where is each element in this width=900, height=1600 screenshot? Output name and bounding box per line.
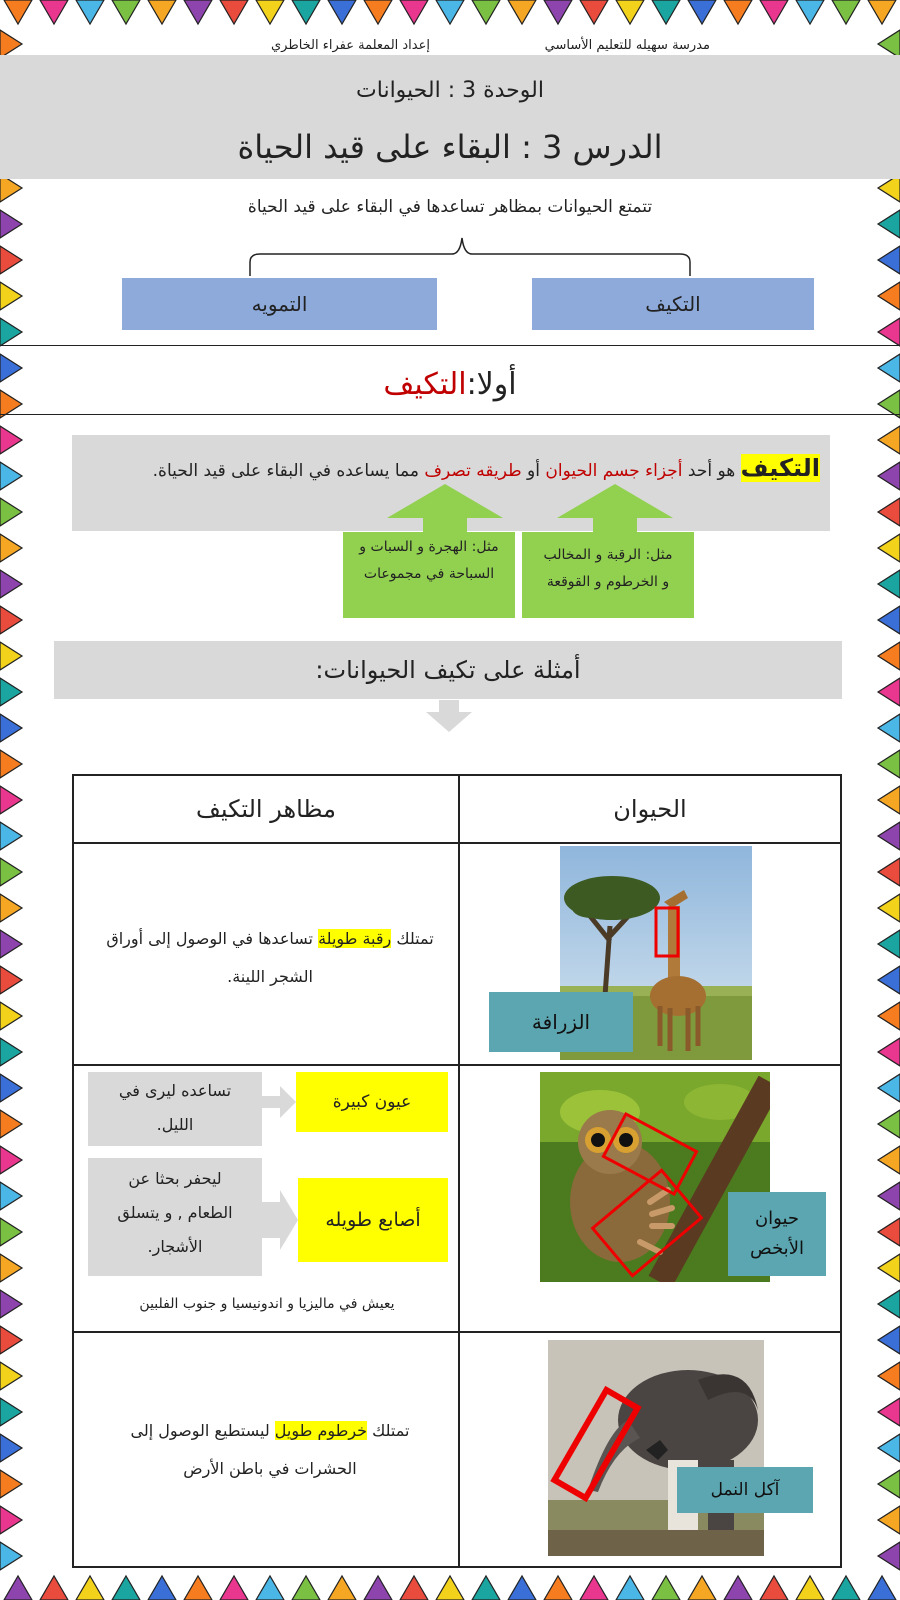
behavior-example-box: مثل: الهجرة و السبات و السباحة في مجموعات	[343, 532, 515, 618]
divider-top	[0, 345, 900, 346]
anteater-text-after: ليستطيع الوصول إلى الحشرات في باطن الأرض	[130, 1421, 357, 1478]
col-header-animal: الحيوان	[613, 795, 687, 823]
definition-part3: مما يساعده في البقاء على قيد الحياة.	[152, 461, 425, 481]
section-title: التكيف	[383, 366, 467, 402]
definition-term: التكيف	[740, 454, 820, 482]
arrow-fingers	[262, 1190, 300, 1250]
school-name: مدرسة سهيله للتعليم الأساسي	[544, 38, 710, 53]
section-prefix: أولا:	[466, 366, 517, 402]
anteater-adaptation-text	[100, 1412, 440, 1488]
tarsier-feature-eyes: عيون كبيرة	[296, 1072, 448, 1132]
giraffe-adaptation-text	[100, 920, 440, 996]
intro-sentence: تتمتع الحيوانات بمظاهر تساعدها في البقاء على قيد الحياة	[247, 197, 653, 217]
anteater-text-before: تمتلك	[367, 1421, 410, 1440]
tarsier-eyes-desc: تساعده ليرى في الليل.	[88, 1072, 262, 1146]
teacher-name: إعداد المعلمة عفراء الخاطري	[271, 38, 430, 53]
anteater-highlight: خرطوم طويل	[274, 1421, 368, 1440]
brace	[240, 234, 700, 278]
table-row2-divider	[72, 1331, 842, 1333]
table-header-divider	[72, 842, 842, 844]
section-heading	[300, 362, 600, 406]
tarsier-habitat-note: يعيش في ماليزيا و اندونيسيا و جنوب الفلبين	[139, 1296, 395, 1312]
arrow-eyes	[262, 1086, 298, 1118]
col-header-features: مظاهر التكيف	[196, 795, 336, 823]
table-col-divider	[458, 774, 460, 1568]
tarsier-label: حيوان الأبخص	[728, 1192, 826, 1276]
giraffe-text-after: تساعدها في الوصول إلى أوراق الشجر اللينة.	[106, 929, 319, 986]
anteater-label: آكل النمل	[677, 1467, 813, 1513]
table-row1-divider	[72, 1064, 842, 1066]
giraffe-text-before: تمتلك	[391, 929, 434, 948]
arrow-up-body	[555, 484, 675, 534]
tarsier-fingers-desc: ليحفر بحثا عن الطعام , و يتسلق الأشجار.	[88, 1158, 262, 1276]
examples-heading: أمثلة على تكيف الحيوانات:	[54, 641, 842, 699]
branch-adaptation: التكيف	[532, 278, 814, 330]
giraffe-highlight: رقبة طويلة	[318, 929, 392, 948]
arrow-down	[424, 700, 474, 734]
definition-body-parts: أجزاء جسم الحيوان	[545, 461, 683, 481]
giraffe-label: الزرافة	[489, 992, 633, 1052]
branch-camouflage: التمويه	[122, 278, 437, 330]
unit-title: الوحدة 3 : الحيوانات	[356, 77, 544, 103]
tarsier-feature-fingers: أصابع طويله	[298, 1178, 448, 1262]
anteater-image	[548, 1340, 764, 1556]
divider-bottom	[0, 414, 900, 415]
definition-behavior: طريقه تصرف	[424, 461, 522, 481]
arrow-up-behavior	[385, 484, 505, 534]
body-example-box: مثل: الرقبة و المخالب و الخرطوم و القوقعة	[522, 532, 694, 618]
lesson-title: الدرس 3 : البقاء على قيد الحياة	[237, 128, 663, 166]
definition-part1: هو أحد	[682, 461, 741, 481]
definition-part2: أو	[521, 461, 546, 481]
